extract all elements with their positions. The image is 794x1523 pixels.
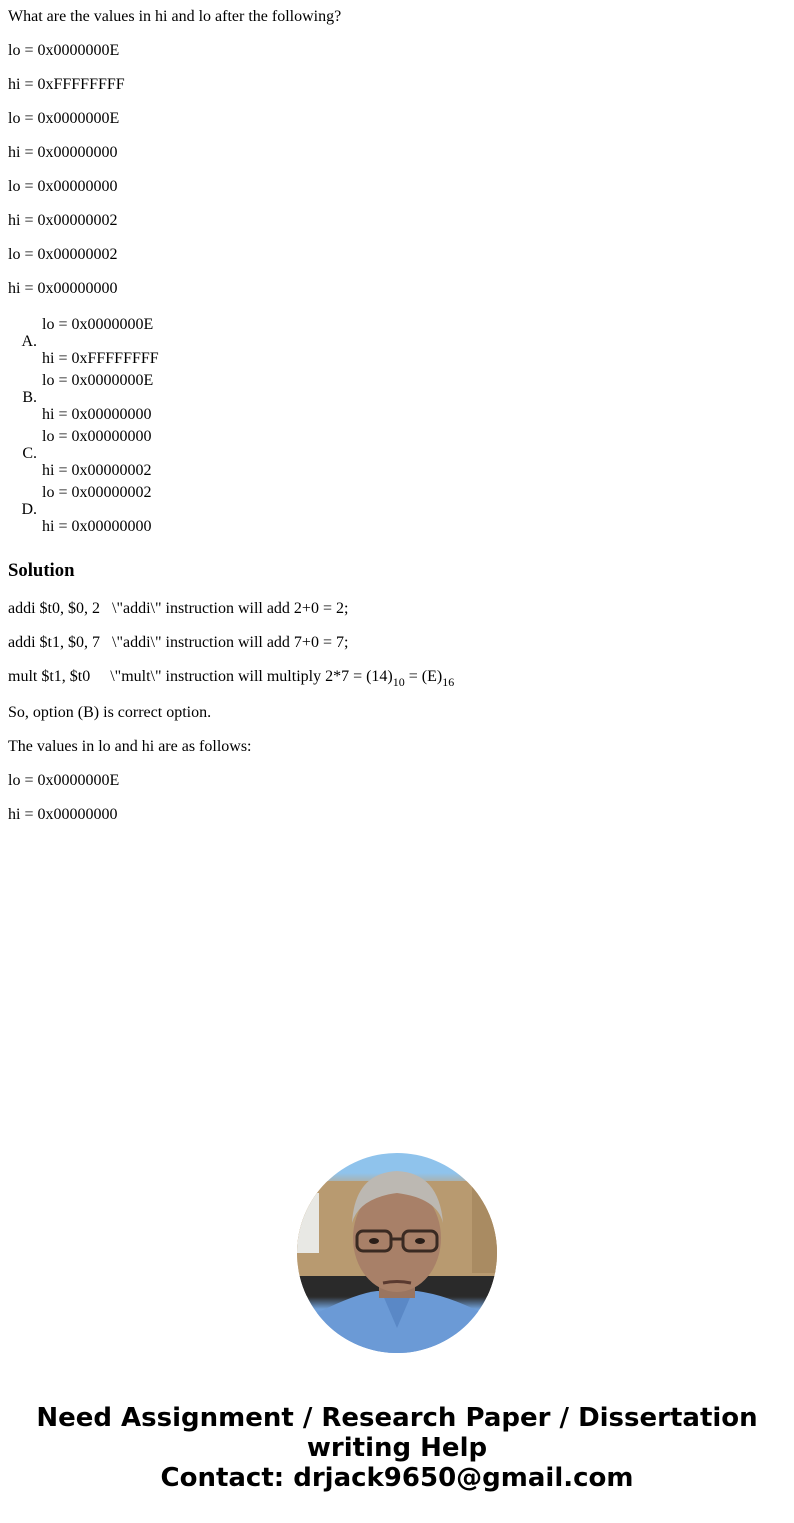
solution-lo-value: lo = 0x0000000E <box>8 772 120 789</box>
option-letter: A. <box>21 333 37 350</box>
banner-line-1: Need Assignment / Research Paper / Dissertation <box>36 1403 758 1433</box>
solution-line <box>8 600 786 618</box>
solution-line: mult $t1, $t0 \"mult\" instruction will multiply $2*7 = (14)_{10} = (E)_{16}$ <box>8 668 455 689</box>
solution-heading: Solution <box>8 560 75 581</box>
subscript-base-16: 16 <box>442 675 455 689</box>
option-hi: hi = 0x00000002 <box>42 462 152 479</box>
option-letter: B. <box>22 389 37 406</box>
contact-banner <box>0 1403 794 1493</box>
option-hi: hi = 0x00000000 <box>42 518 152 535</box>
option-d <box>8 482 786 538</box>
option-letter: C. <box>22 445 37 462</box>
statement: hi = 0x00000000 <box>8 144 118 161</box>
statement: lo = 0x0000000E <box>8 42 120 59</box>
option-lo: lo = 0x0000000E <box>42 372 154 389</box>
statement: lo = 0x00000000 <box>8 178 118 195</box>
solution-explanation: \"addi\" instruction will add 7+0 = 7; <box>112 634 349 651</box>
solution-hi-value: hi = 0x00000000 <box>8 806 118 823</box>
avatar <box>297 1153 497 1353</box>
statement: lo = 0x00000002 <box>8 246 118 263</box>
banner-line-2: writing Help <box>306 1433 488 1463</box>
solution-code: mult $t1, $t0 <box>8 668 91 685</box>
solution-line <box>8 634 786 652</box>
subscript-base-10: 10 <box>392 675 405 689</box>
statement: lo = 0x0000000E <box>8 110 120 127</box>
option-a <box>8 314 786 370</box>
solution-explanation: \"mult\" instruction will multiply 2*7 = (14) <box>110 668 393 685</box>
statement: hi = 0xFFFFFFFF <box>8 76 125 93</box>
question-title: What are the values in hi and lo after the following? <box>8 8 342 25</box>
option-hi: hi = 0x00000000 <box>42 406 152 423</box>
option-b <box>8 370 786 426</box>
statement: hi = 0x00000002 <box>8 212 118 229</box>
option-lo: lo = 0x00000002 <box>42 484 152 501</box>
question-statements <box>8 42 786 298</box>
solution-values-intro: The values in lo and hi are as follows: <box>8 738 252 755</box>
solution-code: addi $t1, $0, 7 <box>8 634 100 651</box>
banner-contact-email: Contact: drjack9650@gmail.com <box>160 1463 634 1493</box>
solution-conclusion: So, option (B) is correct option. <box>8 704 212 721</box>
person-portrait-icon <box>297 1153 497 1353</box>
option-hi: hi = 0xFFFFFFFF <box>42 350 159 367</box>
solution-explanation: \"addi\" instruction will add 2+0 = 2; <box>112 600 349 617</box>
option-lo: lo = 0x00000000 <box>42 428 152 445</box>
option-lo: lo = 0x0000000E <box>42 316 154 333</box>
option-letter: D. <box>21 501 37 518</box>
solution-code: addi $t0, $0, 2 <box>8 600 100 617</box>
answer-options <box>8 314 786 538</box>
option-c <box>8 426 786 482</box>
statement: hi = 0x00000000 <box>8 280 118 297</box>
